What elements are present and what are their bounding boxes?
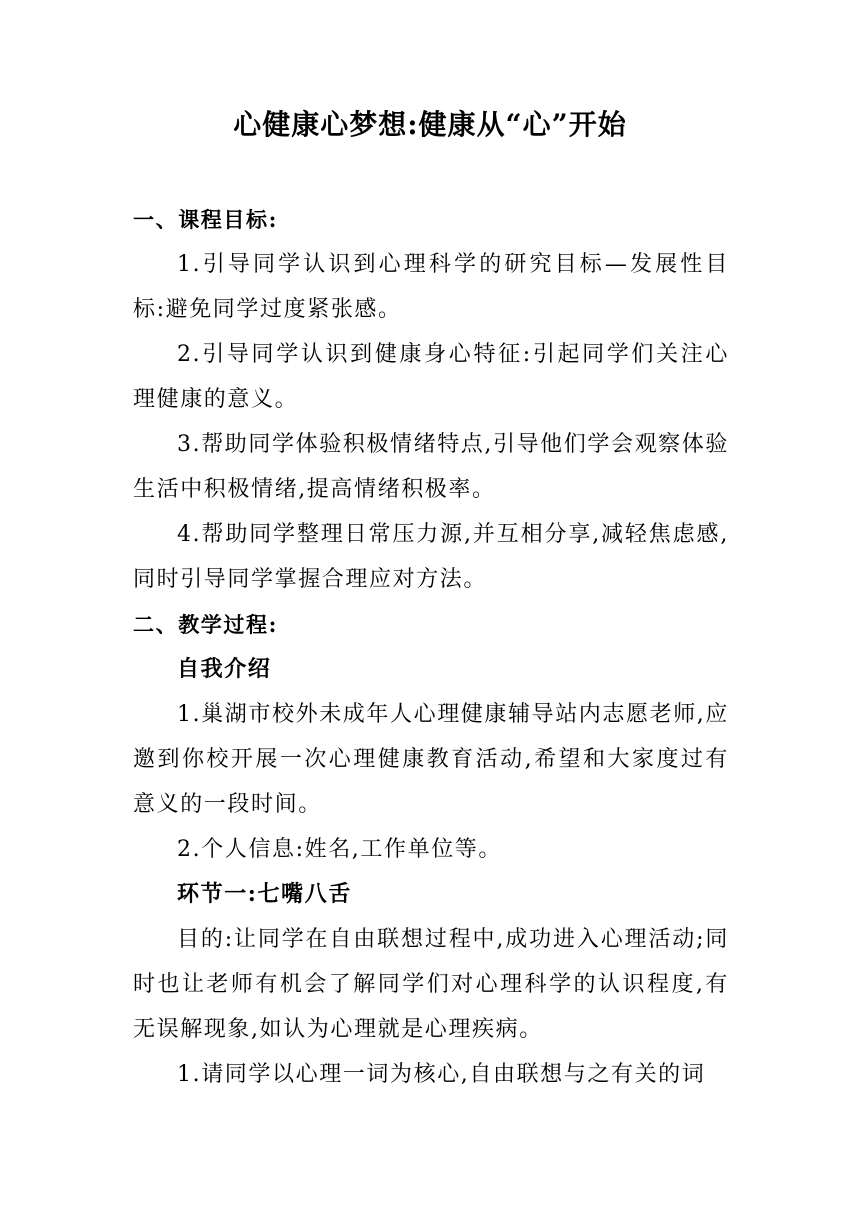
document-body: [133, 197, 729, 1097]
section-heading-course-goals: 一、课程目标:: [133, 207, 278, 232]
goal-item-4: 4.帮助同学整理日常压力源,并互相分享,减轻焦虑感,同时引导同学掌握合理应对方法。: [133, 522, 729, 592]
goal-item-2: 2.引导同学认识到健康身心特征:引起同学们关注心理健康的意义。: [133, 342, 729, 412]
intro-item-2: 2.个人信息:姓名,工作单位等。: [177, 837, 502, 862]
section-heading-teaching-process: 二、教学过程:: [133, 612, 278, 637]
subheading-self-intro: 自我介绍: [177, 656, 272, 682]
intro-item-1: 1.巢湖市校外未成年人心理健康辅导站内志愿老师,应邀到你校开展一次心理健康教育活动,希望和大家度过有意义的一段时间。: [133, 702, 729, 817]
step-one-purpose: 目的:让同学在自由联想过程中,成功进入心理活动;同时也让老师有机会了解同学们对心理科学的认识程度,有无误解现象,如认为心理就是心理疾病。: [133, 927, 729, 1042]
subheading-step-one: 环节一:七嘴八舌: [177, 881, 352, 907]
goal-item-3: 3.帮助同学体验积极情绪特点,引导他们学会观察体验生活中积极情绪,提高情绪积极率。: [133, 432, 729, 502]
step-one-item-1: 1.请同学以心理一词为核心,自由联想与之有关的词: [177, 1062, 706, 1087]
document-title: 心健康心梦想:健康从“心”开始: [233, 108, 627, 141]
goal-item-1: 1.引导同学认识到心理科学的研究目标—发展性目标:避免同学过度紧张感。: [133, 252, 729, 322]
